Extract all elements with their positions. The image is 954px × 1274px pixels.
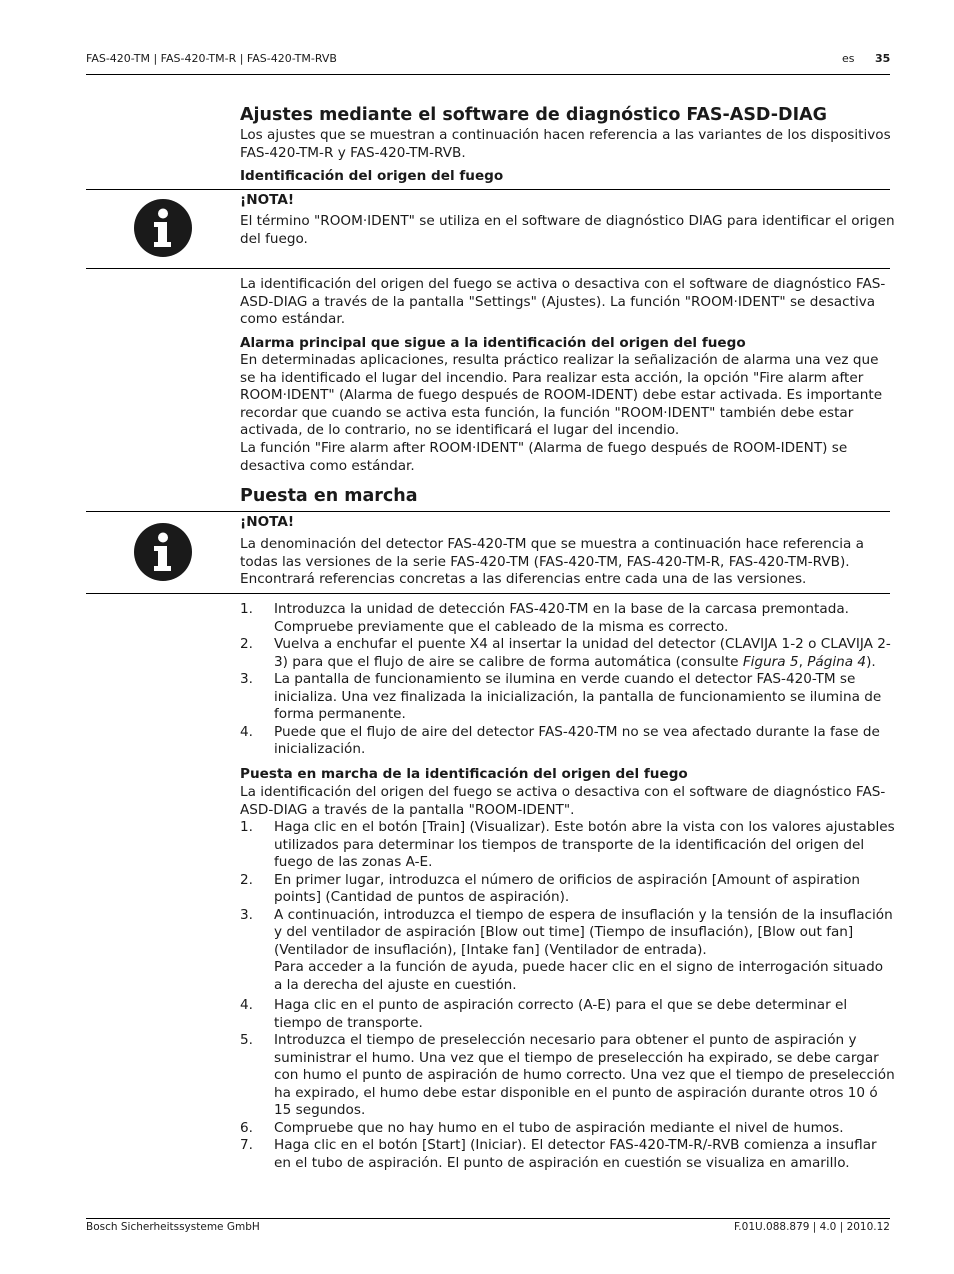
footer-document-reference: F.01U.088.879 | 4.0 | 2010.12	[733, 1221, 890, 1233]
note1-top-rule	[86, 189, 890, 190]
list-item: 2. Vuelva a enchufar el puente X4 al insertar la unidad del detector (CLAVIJA 1-2 o CLAVIJA 2-3) para que el flujo de aire se calibre de forma automática (consulte Figura 5, Página 4).	[240, 636, 891, 670]
room-ident-steps	[240, 819, 895, 1172]
list-item: 4. Puede que el flujo de aire del detector FAS-420-TM no se vea afectado durante la fase de inicialización.	[240, 723, 880, 757]
note2-label: ¡NOTA!	[240, 514, 295, 530]
list-item: 7. Haga clic en el botón [Start] (Iniciar). El detector FAS-420-TM-R/-RVB comienza a insuflar en el tubo de aspiración. El punto de aspiración en cuestión se visualiza en amarillo.	[240, 1137, 877, 1171]
header-rule	[86, 74, 890, 75]
list-item: 2. En primer lugar, introduzca el número de orificios de aspiración [Amount of aspiration points] (Cantidad de puntos de aspiración).	[240, 871, 861, 905]
section-title-commissioning: Puesta en marcha	[240, 486, 418, 506]
commissioning-steps	[240, 601, 895, 759]
list-item: 6. Compruebe que no hay humo en el tubo de aspiración mediante el nivel de humos.	[240, 1119, 844, 1136]
page-reference: Página 4	[807, 653, 867, 670]
subheading-fire-origin: Identificación del origen del fuego	[240, 168, 504, 184]
section-title-diag: Ajustes mediante el software de diagnóstico FAS-ASD-DIAG	[240, 105, 827, 125]
note1-text: El término "ROOM·IDENT" se utiliza en el software de diagnóstico DIAG para identificar el origen del fuego.	[240, 213, 895, 247]
subheading-main-alarm: Alarma principal que sigue a la identificación del origen del fuego	[240, 335, 746, 351]
paragraph-settings: La identificación del origen del fuego se activa o desactiva con el software de diagnóstico FAS-ASD-DIAG a través de la pantalla "Settings" (Ajustes). La función "ROOM·IDENT" se desactiva como estándar.	[240, 276, 886, 327]
info-icon	[133, 198, 193, 258]
note2-text: La denominación del detector FAS-420-TM que se muestra a continuación hace referencia a todas las versiones de la serie FAS-420-TM (FAS-420-TM, FAS-420-TM-R, FAS-420-TM-RVB). Encontrará referencias concretas a las diferencias entre cada una de las versiones.	[240, 536, 864, 587]
footer-rule	[86, 1218, 890, 1219]
subheading-fire-origin-commissioning: Puesta en marcha de la identificación del origen del fuego	[240, 766, 688, 782]
list-item: 3. A continuación, introduzca el tiempo de espera de insuflación y la tensión de la insuflación y del ventilador de aspiración [Blow out time] (Tiempo de insuflación), [Blow out fan] (Ventilador de insuflación), [Intake fan] (Ventilador de entrada). Para acceder a la función de ayuda, puede hacer clic en el signo de interrogación situado a la derecha del ajuste en cuestión.	[240, 906, 893, 993]
list-item: 1. Haga clic en el botón [Train] (Visualizar). Este botón abre la vista con los valores ajustables utilizados para determinar los tiempos de transporte de la identificación del origen del fuego de las zonas A-E.	[240, 819, 895, 870]
footer-company: Bosch Sicherheitssysteme GmbH	[86, 1221, 260, 1233]
list-item: 1. Introduzca la unidad de detección FAS-420-TM en la base de la carcasa premontada. Compruebe previamente que el cableado de la misma es correcto.	[240, 601, 849, 635]
header-lang: es	[842, 52, 855, 65]
note2-bottom-rule	[86, 593, 890, 594]
paragraph-room-ident: La identificación del origen del fuego se activa o desactiva con el software de diagnóstico FAS-ASD-DIAG a través de la pantalla "ROOM-IDENT".	[240, 784, 886, 818]
section-intro: Los ajustes que se muestran a continuación hacen referencia a las variantes de los dispositivos FAS-420-TM-R y FAS-420-TM-RVB.	[240, 127, 891, 161]
list-item: 3. La pantalla de funcionamiento se ilumina en verde cuando el detector FAS-420-TM se inicializa. Una vez finalizada la inicialización, la pantalla de funcionamiento se ilumina de forma permanente.	[240, 671, 882, 722]
paragraph-fire-alarm-default: La función "Fire alarm after ROOM·IDENT" (Alarma de fuego después de ROOM-IDENT) se desactiva como estándar.	[240, 440, 848, 474]
paragraph-main-alarm: En determinadas aplicaciones, resulta práctico realizar la señalización de alarma una vez que se ha identificado el lugar del incendio. Para realizar esta acción, la opción "Fire alarm after ROOM·IDENT" (Alarma de fuego después de ROOM-IDENT) debe estar activada. Es importante recordar que cuando se activa esta función, la función "ROOM·IDENT" también debe estar activada, de lo contrario, no se identificará el lugar del incendio.	[240, 352, 883, 438]
header-page-number: 35	[875, 52, 891, 65]
info-icon	[133, 522, 193, 582]
list-item: 4. Haga clic en el punto de aspiración correcto (A-E) para el que se debe determinar el tiempo de transporte.	[240, 997, 848, 1031]
header-models: FAS-420-TM | FAS-420-TM-R | FAS-420-TM-RVB	[86, 52, 337, 65]
note2-top-rule	[86, 511, 890, 512]
note1-bottom-rule	[86, 268, 890, 269]
list-item: 5. Introduzca el tiempo de preselección necesario para obtener el punto de aspiración y suministrar el humo. Una vez que el tiempo de preselección ha expirado, se debe cargar con humo el punto de aspiración de humo correcto. Una vez que el tiempo de preselección ha expirado, el humo debe estar disponible en el punto de aspiración durante otros 10 ó 15 segundos.	[240, 1032, 895, 1118]
figure-reference: Figura 5	[742, 653, 799, 670]
note1-label: ¡NOTA!	[240, 192, 295, 208]
